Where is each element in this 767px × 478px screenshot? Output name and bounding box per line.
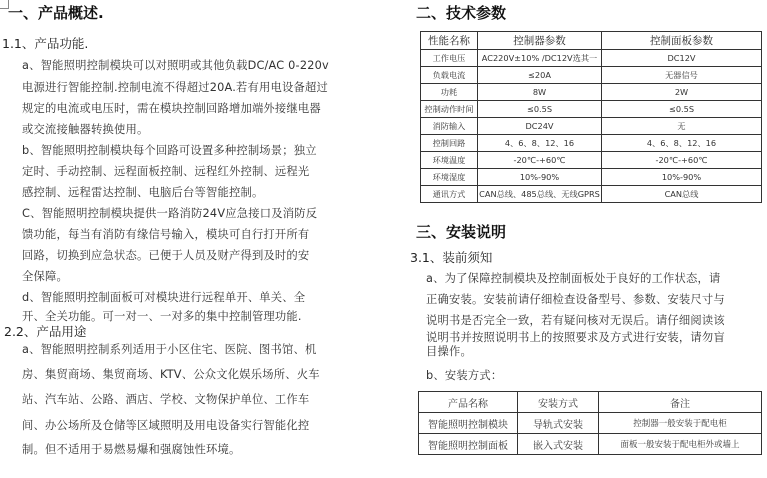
- paragraph-line: 说明书并按照说明书上的按照要求及方式进行安装，请勿盲: [426, 331, 725, 344]
- install-cell: 嵌入式安装: [518, 434, 599, 455]
- spec-cell: 控制回路: [421, 135, 478, 152]
- spec-cell: 8W: [478, 84, 602, 101]
- spec-cell: 环境温度: [421, 152, 478, 169]
- spec-cell: CAN总线、485总线、无线GPRS: [478, 186, 602, 203]
- spec-cell: 10%-90%: [602, 169, 762, 186]
- spec-cell: 负载电流: [421, 67, 478, 84]
- spec-cell: 通讯方式: [421, 186, 478, 203]
- spec-cell: DC12V: [602, 50, 762, 67]
- paragraph-line: a、智能照明控制模块可以对照明或其他负载DC/AC 0-220v: [22, 59, 329, 72]
- table-row: [421, 118, 762, 135]
- install-header-cell: 备注: [599, 392, 762, 413]
- install-cell: 导轨式安装: [518, 413, 599, 434]
- spec-header-cell: 性能名称: [421, 32, 478, 50]
- spec-cell: 消防输入: [421, 118, 478, 135]
- spec-table: [420, 31, 762, 203]
- table-row: [421, 101, 762, 118]
- spec-cell: ≤0.5S: [602, 101, 762, 118]
- spec-cell: 工作电压: [421, 50, 478, 67]
- paragraph-line: 全保障。: [22, 270, 68, 283]
- paragraph-line: C、智能照明控制模块提供一路消防24V应急接口及消防反: [22, 207, 318, 220]
- section-2-title: 二、技术参数: [416, 4, 507, 22]
- paragraph-line: 站、汽车站、公路、酒店、学校、文物保护单位、工作车: [22, 393, 310, 406]
- spec-header-cell: 控制器参数: [478, 32, 602, 50]
- install-cell: 面板一般安装于配电柜外或墙上: [599, 434, 762, 455]
- install-header-cell: 产品名称: [419, 392, 518, 413]
- spec-cell: 控制动作时间: [421, 101, 478, 118]
- subsection-2-2-title: 2.2、产品用途: [4, 324, 87, 339]
- spec-cell: 2W: [602, 84, 762, 101]
- subsection-1-1-title: 1.1、产品功能.: [2, 36, 89, 51]
- table-row: [421, 135, 762, 152]
- paragraph-line: 制。但不适用于易燃易爆和强腐蚀性环境。: [22, 443, 241, 456]
- install-cell: 控制器一般安装于配电柜: [599, 413, 762, 434]
- table-row: [419, 434, 762, 455]
- spec-cell: 4、6、8、12、16: [478, 135, 602, 152]
- paragraph-line: 间、办公场所及仓储等区域照明及用电设备实行智能化控: [22, 419, 310, 432]
- paragraph-line: b、智能照明控制模块每个回路可设置多种控制场景；独立: [22, 144, 317, 157]
- paragraph-line: d、智能照明控制面板可对模块进行远程单开、单关、全: [22, 291, 306, 304]
- table-row: [421, 152, 762, 169]
- install-cell: 智能照明控制面板: [419, 434, 518, 455]
- spec-cell: AC220V±10% /DC12V选其一: [478, 50, 602, 67]
- spec-header-cell: 控制面板参数: [602, 32, 762, 50]
- paragraph-line: a、为了保障控制模块及控制面板处于良好的工作状态，请: [426, 272, 721, 285]
- paragraph-line: b、安装方式：: [426, 369, 503, 382]
- subsection-3-1-title: 3.1、装前须知: [410, 250, 493, 265]
- spec-cell: 环境湿度: [421, 169, 478, 186]
- paragraph-line: 电源进行智能控制.控制电流不得超过20A.若有用电设备超过: [22, 81, 329, 94]
- spec-cell: DC24V: [478, 118, 602, 135]
- spec-cell: ≤0.5S: [478, 101, 602, 118]
- spec-cell: 功耗: [421, 84, 478, 101]
- spec-cell: CAN总线: [602, 186, 762, 203]
- paragraph-line: 规定的电流或电压时，需在模块控制回路增加端外接继电器: [22, 102, 321, 115]
- spec-cell: 无器信号: [602, 67, 762, 84]
- paragraph-line: 房、集贸商场、集贸商场、KTV、公众文化娱乐场所、火车: [22, 368, 320, 381]
- section-3-title: 三、安装说明: [416, 223, 507, 241]
- paragraph-line: 开、全关功能。可一对一、一对多的集中控制管理功能.: [22, 310, 302, 323]
- paragraph-line: 感控制、远程雷达控制、电脑后台等智能控制。: [22, 186, 264, 199]
- section-1-title: 一、产品概述.: [8, 4, 104, 22]
- table-row: [421, 186, 762, 203]
- paragraph-line: 定时、手动控制、远程面板控制、远程红外控制、远程光: [22, 165, 310, 178]
- install-cell: 智能照明控制模块: [419, 413, 518, 434]
- install-table: [418, 391, 762, 455]
- table-row: [421, 169, 762, 186]
- spec-cell: -20℃-+60℃: [602, 152, 762, 169]
- spec-cell: 无: [602, 118, 762, 135]
- paragraph-line: 说明书是否完全一致，若有疑问核对无误后。请仔细阅读该: [426, 314, 725, 327]
- install-table-header-row: [419, 392, 762, 413]
- paragraph-line: 目操作。: [426, 345, 472, 358]
- table-row: [421, 84, 762, 101]
- spec-cell: 10%-90%: [478, 169, 602, 186]
- install-header-cell: 安装方式: [518, 392, 599, 413]
- table-row: [421, 67, 762, 84]
- spec-cell: -20℃-+60℃: [478, 152, 602, 169]
- paragraph-line: 或交流接触器转换使用。: [22, 123, 149, 136]
- spec-cell: ≤20A: [478, 67, 602, 84]
- spec-table-header-row: [421, 32, 762, 50]
- table-row: [421, 50, 762, 67]
- spec-cell: 4、6、8、12、16: [602, 135, 762, 152]
- paragraph-line: a、智能照明控制系列适用于小区住宅、医院、图书馆、机: [22, 343, 317, 356]
- paragraph-line: 回路，切换到应急状态。已便于人员及财产得到及时的安: [22, 249, 310, 262]
- paragraph-line: 正确安装。安装前请仔细检查设备型号、参数、安装尺寸与: [426, 293, 725, 306]
- table-row: [419, 413, 762, 434]
- paragraph-line: 馈功能，每当有消防有缘信号输入，模块可自行打开所有: [22, 228, 310, 241]
